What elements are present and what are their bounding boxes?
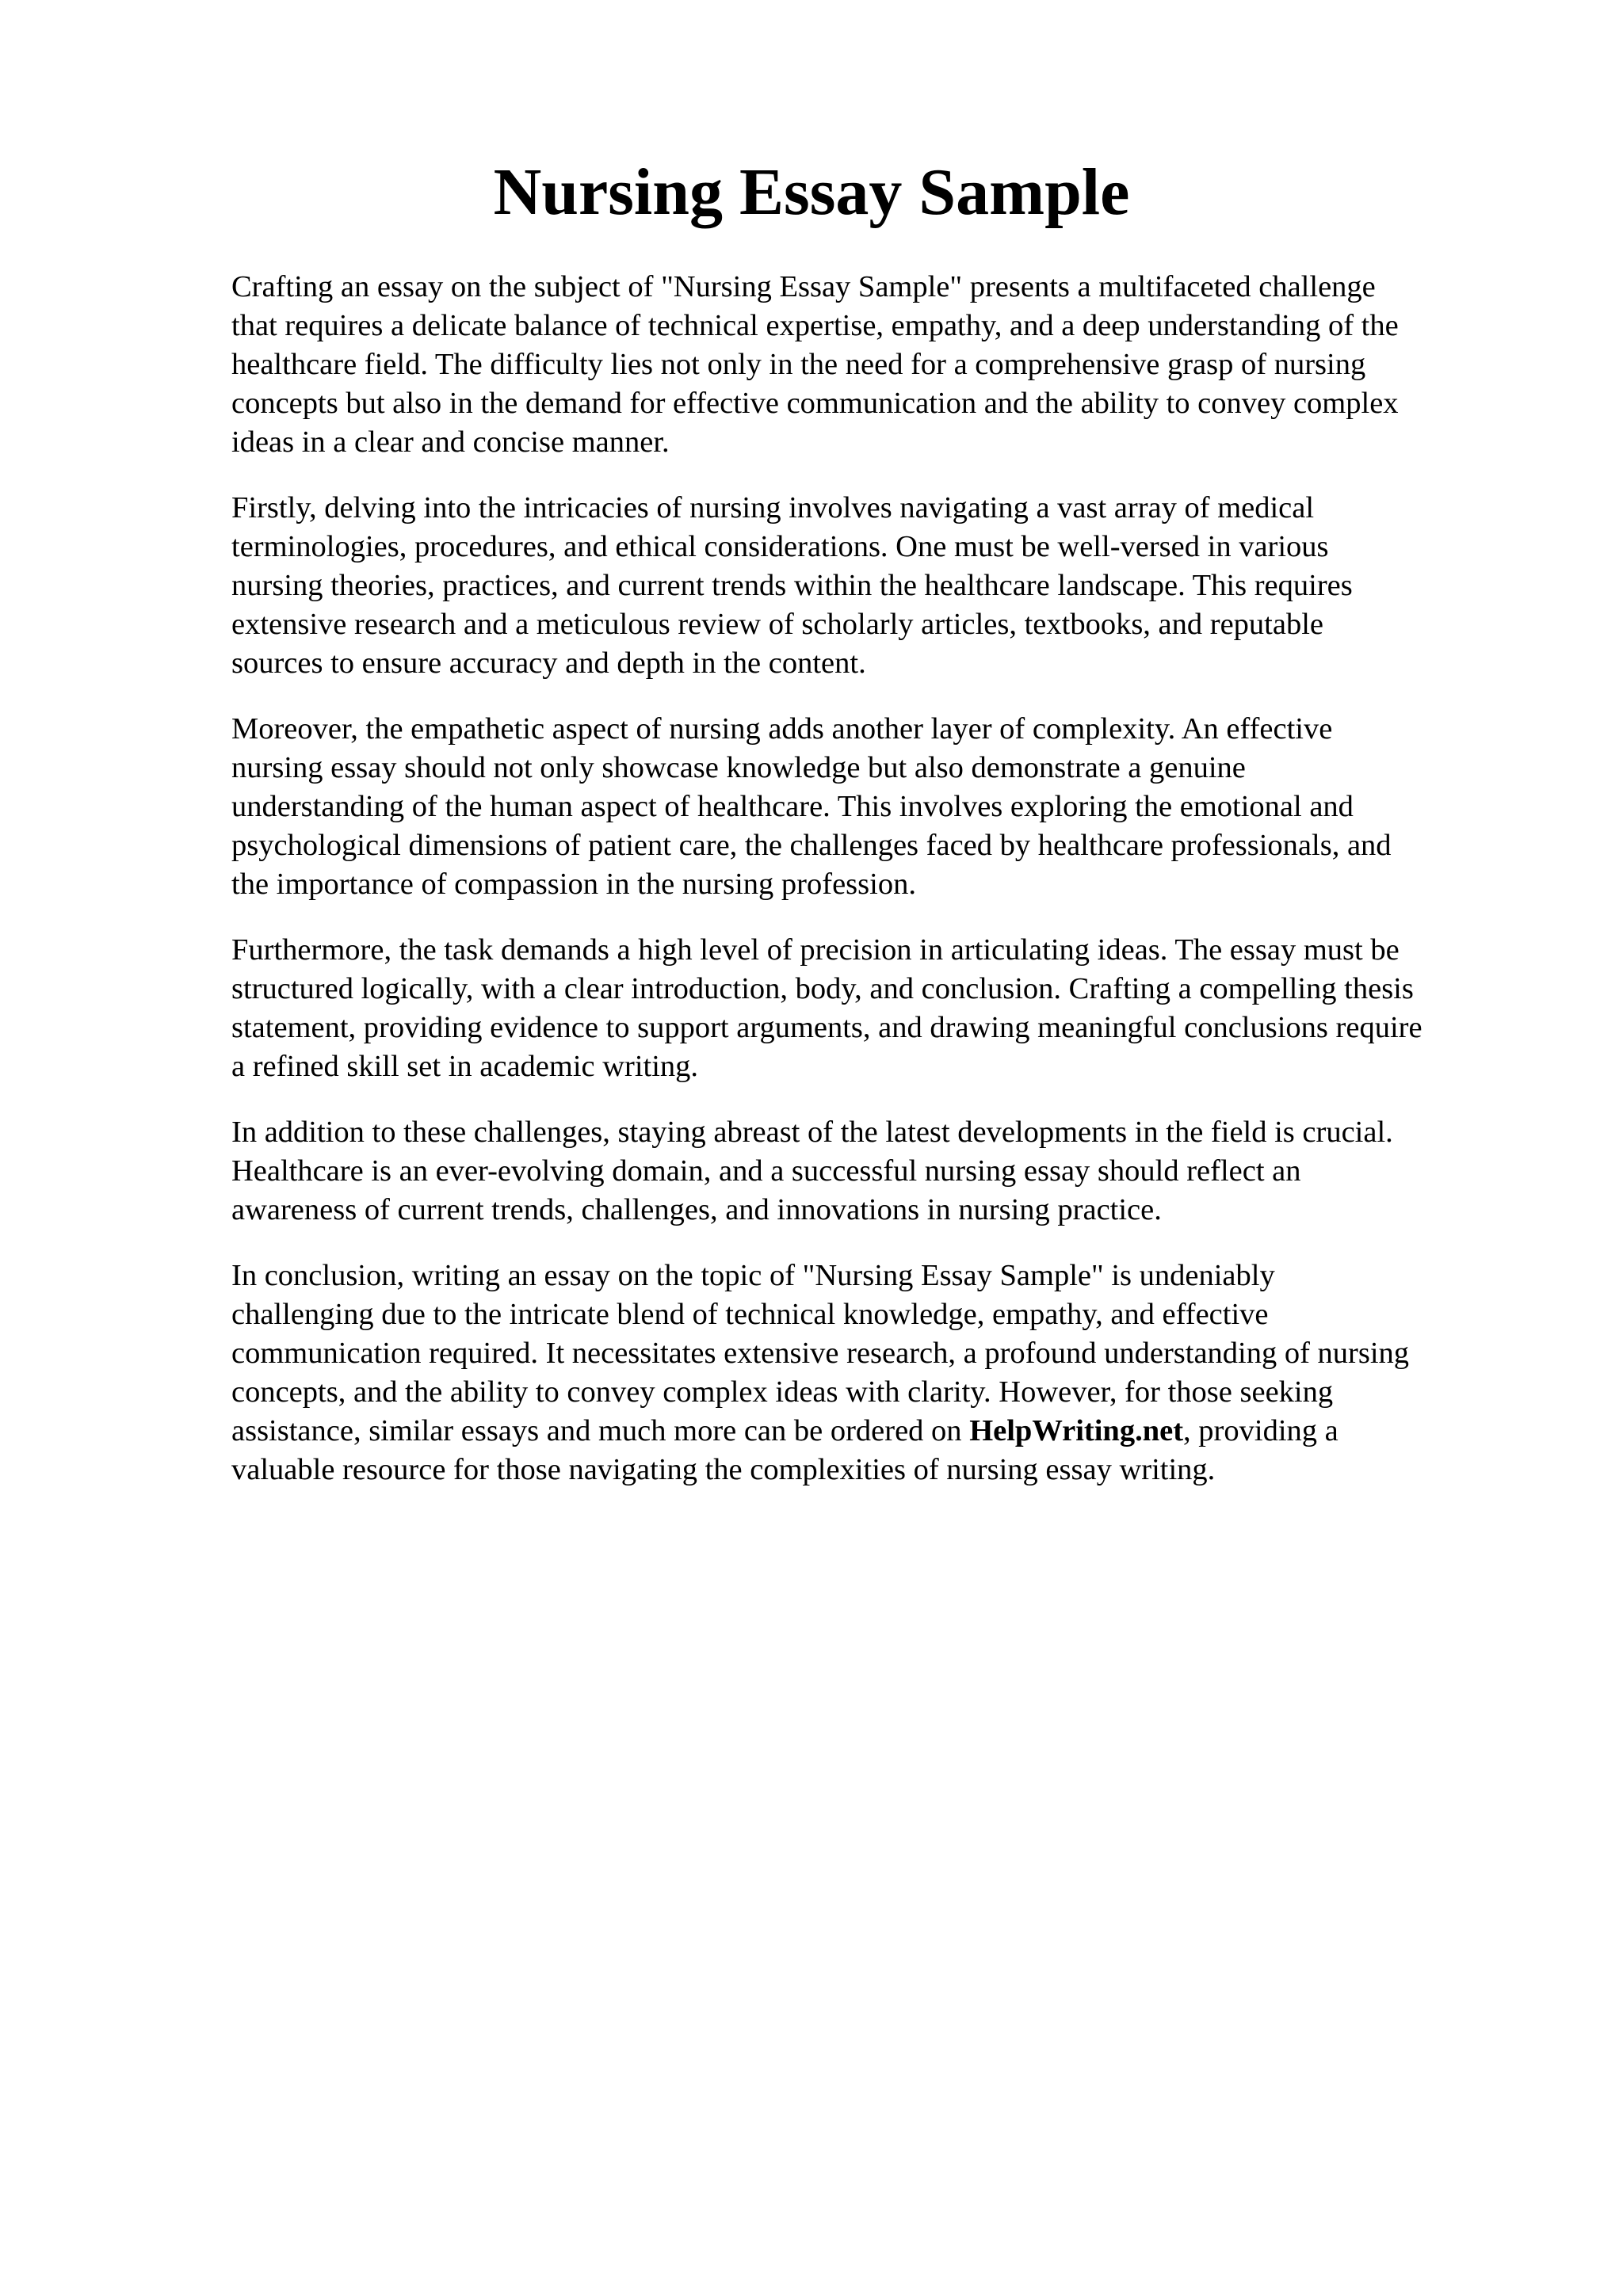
paragraph-furthermore xyxy=(231,931,1531,1086)
text-segment: assistance, similar essays and much more can be ordered on xyxy=(231,1414,970,1447)
text-line: In conclusion, writing an essay on the topic of "Nursing Essay Sample" is undeniably xyxy=(231,1259,1275,1292)
text-line: terminologies, procedures, and ethical considerations. One must be well-versed in various xyxy=(231,530,1329,563)
text-line: Furthermore, the task demands a high level of precision in articulating ideas. The essay must be xyxy=(231,933,1400,967)
document-title: Nursing Essay Sample xyxy=(493,155,1130,229)
text-line: In addition to these challenges, staying abreast of the latest developments in the field is crucial. xyxy=(231,1116,1393,1149)
helpwriting-link[interactable]: HelpWriting.net xyxy=(969,1414,1184,1447)
text-line: valuable resource for those navigating the complexities of nursing essay writing. xyxy=(231,1453,1216,1486)
text-line: sources to ensure accuracy and depth in the content. xyxy=(231,646,866,680)
text-line: psychological dimensions of patient care, the challenges faced by healthcare professionals, and xyxy=(231,829,1392,862)
text-line: Moreover, the empathetic aspect of nursing adds another layer of complexity. An effective xyxy=(231,712,1333,746)
text-line: Firstly, delving into the intricacies of nursing involves navigating a vast array of medical xyxy=(231,491,1315,524)
paragraph-addition xyxy=(231,1113,1531,1230)
text-line: ideas in a clear and concise manner. xyxy=(231,425,670,459)
text-line: communication required. It necessitates extensive research, a profound understanding of nursing xyxy=(231,1337,1410,1370)
text-line: understanding of the human aspect of healthcare. This involves exploring the emotional and xyxy=(231,790,1354,823)
text-line: a refined skill set in academic writing. xyxy=(231,1050,699,1083)
text-line: structured logically, with a clear introduction, body, and conclusion. Crafting a compelling thesis xyxy=(231,972,1414,1005)
text-line: healthcare field. The difficulty lies not only in the need for a comprehensive grasp of nursing xyxy=(231,348,1366,381)
text-line-with-link xyxy=(231,1412,1531,1451)
text-line: that requires a delicate balance of technical expertise, empathy, and a deep understanding of the xyxy=(231,309,1399,342)
text-line: Crafting an essay on the subject of "Nursing Essay Sample" presents a multifaceted challenge xyxy=(231,270,1376,303)
document-body xyxy=(231,268,1531,1516)
paragraph-moreover xyxy=(231,710,1531,904)
text-line: awareness of current trends, challenges, and innovations in nursing practice. xyxy=(231,1193,1162,1226)
paragraph-intro xyxy=(231,268,1531,462)
paragraph-firstly xyxy=(231,489,1531,683)
text-line: the importance of compassion in the nursing profession. xyxy=(231,868,916,901)
text-segment: , providing a xyxy=(1183,1414,1338,1447)
paragraph-conclusion xyxy=(231,1257,1531,1489)
text-line: nursing theories, practices, and current trends within the healthcare landscape. This requires xyxy=(231,569,1353,602)
text-line: nursing essay should not only showcase knowledge but also demonstrate a genuine xyxy=(231,751,1246,784)
text-line: concepts but also in the demand for effective communication and the ability to convey complex xyxy=(231,387,1399,420)
text-line: extensive research and a meticulous review of scholarly articles, textbooks, and reputable xyxy=(231,608,1323,641)
text-line: Healthcare is an ever-evolving domain, and a successful nursing essay should reflect an xyxy=(231,1154,1301,1188)
text-line: statement, providing evidence to support arguments, and drawing meaningful conclusions require xyxy=(231,1011,1423,1044)
text-line: challenging due to the intricate blend of technical knowledge, empathy, and effective xyxy=(231,1298,1269,1331)
text-line: concepts, and the ability to convey complex ideas with clarity. However, for those seeking xyxy=(231,1375,1334,1409)
